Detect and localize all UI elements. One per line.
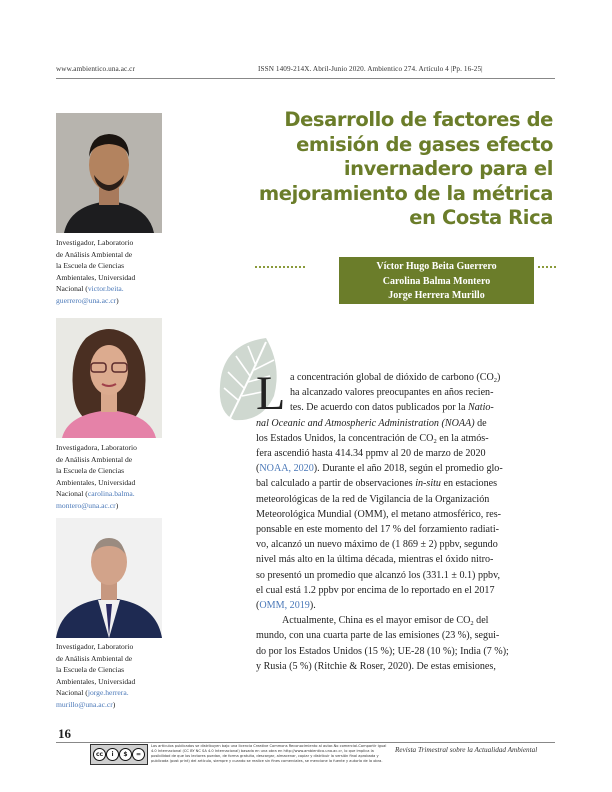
email-link[interactable]: jorge.herrera. bbox=[87, 688, 129, 698]
text-run: in-situ bbox=[415, 478, 441, 490]
caption-line: Investigador, Laboratorio bbox=[56, 238, 134, 247]
text-run: tes. De acuerdo con datos publicados por la bbox=[290, 402, 468, 414]
author-name: Víctor Hugo Beita Guerrero bbox=[376, 261, 497, 272]
body-line: meteorológicas de la red de Vigilancia de la Organización bbox=[256, 493, 490, 505]
author-name: Jorge Herrera Murillo bbox=[388, 290, 485, 302]
body-line: do por los Estados Unidos (15 %); UE-28 (10 %); India (7 %); bbox=[256, 645, 509, 657]
body-line bbox=[256, 478, 497, 489]
body-line bbox=[256, 433, 489, 444]
caption-line: de Análisis Ambiental de bbox=[56, 653, 133, 663]
title-line: emisión de gases efecto bbox=[296, 132, 553, 156]
body-line: Meteorológica Mundial (OMM), el metano atmosférico, res- bbox=[256, 508, 501, 520]
title-line: invernadero para el bbox=[343, 157, 553, 180]
authors-box bbox=[339, 257, 534, 304]
text-run: Actualmente, China es el mayor emisor de CO bbox=[282, 615, 471, 627]
title-line: mejoramiento de la métrica bbox=[258, 181, 553, 205]
body-line: ha alcanzado valores preocupantes en años recien- bbox=[290, 387, 494, 399]
text-run: ). Durante el año 2018, según el promedio glo- bbox=[313, 463, 503, 475]
dotted-rule-right bbox=[538, 266, 556, 268]
body-line: el cual está 1.2 ppbv por encima de lo reportado en el 2017 bbox=[256, 584, 495, 596]
citation-link[interactable]: NOAA, 2020 bbox=[259, 463, 314, 475]
caption-text: ) bbox=[112, 699, 116, 709]
caption-line: la Escuela de Ciencias bbox=[56, 261, 125, 271]
email-link[interactable]: montero@una.ac.cr bbox=[56, 500, 116, 510]
footer-rule bbox=[56, 742, 555, 743]
caption-line: Ambientales, Universidad bbox=[56, 676, 136, 686]
text-run: en la atmós- bbox=[436, 432, 489, 444]
text-run: en estaciones bbox=[440, 478, 498, 490]
subscript: 2 bbox=[493, 377, 498, 384]
author-photo-2 bbox=[56, 318, 162, 438]
caption-line bbox=[56, 283, 164, 295]
text-run: de bbox=[474, 417, 487, 429]
caption-text: ) bbox=[116, 295, 119, 305]
page-number: 16 bbox=[58, 726, 71, 741]
body-line: nivel más alto en la última década, mientras el óxido nitro- bbox=[256, 554, 494, 566]
caption-line: la Escuela de Ciencias bbox=[56, 665, 125, 675]
text-run: ). bbox=[309, 600, 316, 611]
caption-line: Ambientales, Universidad bbox=[56, 272, 136, 282]
author-name: Carolina Balma Montero bbox=[382, 275, 491, 287]
by-icon: i bbox=[106, 748, 119, 761]
nc-icon: $ bbox=[119, 748, 132, 761]
text-run: los Estados Unidos, la concentración de CO bbox=[256, 432, 434, 444]
drop-cap: L bbox=[256, 367, 286, 420]
body-line: mundo, con una cuarta parte de las emisiones (23 %), segui- bbox=[256, 630, 500, 642]
text-run: del bbox=[473, 615, 489, 627]
author-photo-3 bbox=[56, 518, 162, 638]
body-line bbox=[290, 372, 500, 383]
email-link[interactable]: guerrero@una.ac.cr bbox=[56, 295, 117, 305]
sa-icon: = bbox=[132, 748, 145, 761]
license-text: Los artículos publicados se distribuyen bajo una licencia Creative Commons Reconocimiento al autor-No comercial-Compartir igual 4.0 Internacional (CC BY NC SA 4.0 Internacional) basada en una obra en http://www.ambientico.una.ac.cr, lo que implica la posibilidad de que los lectores puedan, de forma gratuita, descargar, almacenar, copiar y distribuir la versión final aprobada y publicada (post print) del artículo, siempre y cuando se realice sin fines comerciales, se mencione la fuente y autoría de la obra. bbox=[151, 744, 387, 763]
dotted-rule-left bbox=[255, 266, 305, 268]
caption-text: ) bbox=[115, 500, 119, 510]
body-line: ponsable en este momento del 17 % del forzamiento radiati- bbox=[256, 524, 500, 535]
text-run: Natio- bbox=[468, 402, 494, 414]
body-line bbox=[256, 600, 316, 611]
caption-text: Nacional ( bbox=[56, 688, 88, 698]
title-line: en Costa Rica bbox=[409, 206, 553, 229]
title-line: Desarrollo de factores de bbox=[284, 108, 553, 131]
body-line bbox=[256, 418, 487, 429]
author-caption-3 bbox=[56, 641, 164, 711]
caption-line bbox=[56, 295, 164, 307]
caption-line: Investigadora, Laboratorio bbox=[56, 443, 137, 452]
text-run: ) bbox=[497, 372, 501, 383]
author-photo-1 bbox=[56, 113, 162, 233]
author-caption-2 bbox=[56, 442, 164, 512]
caption-line bbox=[56, 488, 164, 500]
text-run: a concentración global de dióxido de carbono (CO bbox=[290, 372, 494, 383]
cc-license-badge[interactable] bbox=[90, 744, 148, 765]
email-link[interactable]: victor.beita. bbox=[87, 284, 124, 294]
article-body bbox=[256, 367, 556, 672]
caption-line bbox=[56, 687, 164, 699]
caption-line: Ambientales, Universidad bbox=[56, 477, 136, 487]
body-line: vo, alcanzó un nuevo máximo de (1 869 ± 2) ppbv, segundo bbox=[256, 539, 498, 551]
subscript: 2 bbox=[470, 620, 474, 628]
body-line bbox=[290, 402, 494, 413]
text-run: ( bbox=[256, 600, 260, 611]
caption-line: la Escuela de Ciencias bbox=[56, 466, 125, 476]
text-run: bal calculado a partir de observaciones bbox=[256, 478, 416, 490]
text-run: ( bbox=[256, 463, 260, 475]
body-line: y Rusia (5 %) (Ritchie & Roser, 2020). De estas emisiones, bbox=[256, 660, 496, 672]
journal-name: Revista Trimestral sobre la Actualidad Ambiental bbox=[395, 746, 538, 754]
caption-line bbox=[56, 699, 164, 711]
subscript: 2 bbox=[433, 437, 437, 445]
header-issn: ISSN 1409-214X. Abril-Junio 2020. Ambientico 274. Artículo 4 |Pp. 16-25| bbox=[258, 65, 483, 73]
citation-link[interactable]: OMM, 2019 bbox=[259, 600, 310, 611]
caption-line: de Análisis Ambiental de bbox=[56, 249, 133, 259]
header-website: www.ambientico.una.ac.cr bbox=[56, 65, 135, 73]
text-run: nal Oceanic and Atmospheric Administration (NOAA) bbox=[256, 417, 475, 429]
caption-line bbox=[56, 500, 164, 512]
article-title bbox=[240, 108, 553, 231]
caption-line: Investigador, Laboratorio bbox=[56, 642, 134, 651]
cc-icon: cc bbox=[93, 748, 106, 761]
body-line bbox=[256, 463, 503, 474]
email-link[interactable]: carolina.balma. bbox=[87, 489, 135, 499]
header-rule bbox=[56, 78, 555, 79]
caption-text: Nacional ( bbox=[56, 284, 88, 294]
caption-line: de Análisis Ambiental de bbox=[56, 454, 133, 464]
body-line: so presentó un promedio que alcanzó los (331.1 ± 0.1) ppbv, bbox=[256, 569, 500, 581]
body-line bbox=[282, 615, 488, 626]
caption-text: Nacional ( bbox=[56, 489, 88, 499]
author-caption-1 bbox=[56, 237, 164, 307]
body-line: fera ascendió hasta 414.34 ppmv al 20 de marzo de 2020 bbox=[256, 448, 486, 459]
email-link[interactable]: murillo@una.ac.cr bbox=[56, 699, 113, 709]
